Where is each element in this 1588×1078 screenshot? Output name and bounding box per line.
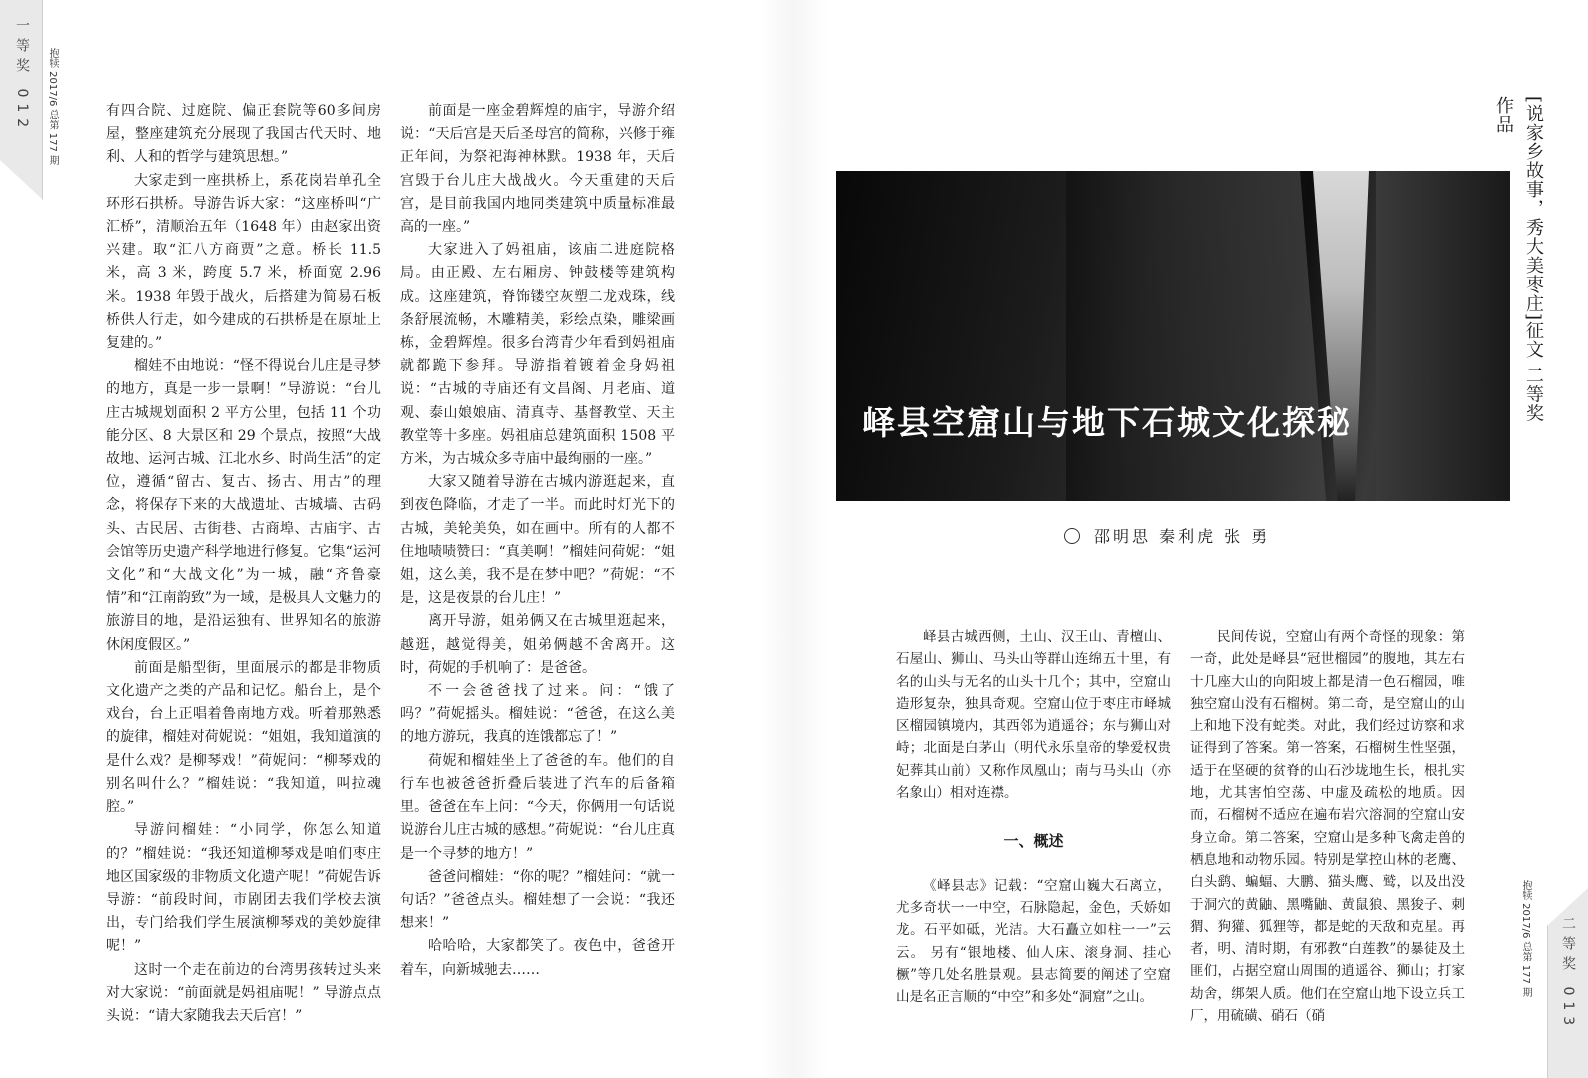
paragraph: 前面是一座金碧辉煌的庙宇，导游介绍说：“天后宫是天后圣母宫的简称，兴修于雍正年间，为祭祀海神林默。1938 年，天后宫毁于台儿庄大战战火。今天重建的天后宫，是目前我国内地同类建筑中质量标准最高的一座。” [400,103,675,236]
right-column-1 [896,626,1171,1008]
paragraph: 不一会爸爸找了过来。问：“饿了吗？”荷妮摇头。榴娃说：“爸爸，在这么美的地方游玩，我真的连饿都忘了！” [400,683,675,746]
article-title: 峄县空窟山与地下石城文化探秘 [862,403,1352,442]
paragraph: 峄县古城西侧，土山、汉王山、青檀山、石屋山、狮山、马头山等群山连绵五十里，有名的山头与无名的山头十几个；其中，空窟山造形复杂，独具奇观。空窟山位于枣庄市峄城区榴园镇境内，其西邻为逍遥谷；东与狮山对峙；北面是白茅山（明代永乐皇帝的挚爱权贵妃葬其山前）又称作凤凰山；南与马头山（亦名象山）相对连襟。 [896,629,1171,802]
issue-meta-right: 抱犊 2017/6 总第 177 期 [1520,880,1531,997]
hero-photo [836,171,1510,501]
right-column-2 [1190,626,1465,1027]
paragraph: 大家走到一座拱桥上，系花岗岩单孔全环形石拱桥。导游告诉大家：“这座桥叫“广汇桥”，清顺治五年（1648 年）由赵家出资兴建。取“汇八方商贾”之意。桥长 11.5 米，高 3 米，跨度 5.7 米，桥面宽 2.96 米。1938 年毁于战火，后搭建为简易石板桥供人行走，如今建成的石拱桥是在原址上复建的。” [106,172,381,352]
paragraph: 哈哈哈，大家都笑了。夜色中，爸爸开着车，向新城驰去…… [400,938,675,978]
paragraph: 荷妮和榴娃坐上了爸爸的车。他们的自行车也被爸爸折叠后装进了汽车的后备箱里。爸爸在车上问：“今天，你俩用一句话说说游台儿庄古城的感想。”荷妮说：“台儿庄真是一个寻梦的地方！” [400,752,675,862]
paragraph: 榴娃不由地说：“怪不得说台儿庄是寻梦的地方，真是一步一景啊！”导游说：“台儿庄古城规划面积 2 平方公里，包括 11 个功能分区、8 大景区和 29 个景点，按照“大战故地、运河古城、江北水乡、时尚生活”的定位，遵循“留古、复古、扬古、用古”的理念，将保存下来的大战遗址、古城墙、古码头、古民居、古街巷、古商埠、古庙宇、古会馆等历史遗产科学地进行修复。它集“运河文化”和“大战文化”为一城，融“齐鲁豪情”和“江南韵致”为一域，是极具人文魅力的旅游目的地，是沿运独有、世界知名的旅游休闲度假区。” [106,358,381,653]
issue-meta-left: 抱犊 2017/6 总第 177 期 [47,48,58,165]
paragraph: 大家又随着导游在古城内游逛起来，直到夜色降临，才走了一半。而此时灯光下的古城，美轮美奂，如在画中。所有的人都不住地啧啧赞曰：“真美啊！”榴娃问荷妮：“姐姐，这么美，我不是在梦中吧？”荷妮：“不是，这是夜景的台儿庄！” [400,474,675,607]
circle-icon [1064,528,1080,544]
series-banner: [说家乡故事，秀大美枣庄]征文 二等奖作品 [1493,96,1544,423]
paragraph: 离开导游，姐弟俩又在古城里逛起来，越逛，越觉得美，姐弟俩越不舍离开。这时，荷妮的手机响了：是爸爸。 [400,613,675,676]
left-column-2 [400,100,675,982]
paragraph: 爸爸问榴娃：“你的呢？”榴娃问：“就一句话？”爸爸点头。榴娃想了一会说：“我还想来！” [400,868,675,932]
paragraph: 导游问榴娃：“小同学，你怎么知道的？”榴娃说：“我还知道柳琴戏是咱们枣庄地区国家级的非物质文化遗产呢！”荷妮告诉导游：“前段时间，市剧团去我们学校去演出，专门给我们学生展演柳琴戏的美妙旋律呢！” [106,822,381,955]
paragraph: 大家进入了妈祖庙，该庙二进庭院格局。由正殿、左右厢房、钟鼓楼等建筑构成。这座建筑，脊饰镂空灰塑二龙戏珠，线条舒展流畅，木雕精美，彩绘点染，雕梁画栋，金碧辉煌。很多台湾青少年看到妈祖庙就都跪下参拜。导游指着镀着金身妈祖说：“古城的寺庙还有文昌阁、月老庙、道观、泰山娘娘庙、清真寺、基督教堂、天主教堂等十多座。妈祖庙总建筑面积 1508 平方米，为古城众多寺庙中最绚丽的一座。” [400,242,675,468]
canyon-rock-right [1376,171,1510,501]
section-heading: 一、概述 [1003,832,1064,851]
canyon-rock-left [1066,171,1326,501]
side-tab-left-label: 一等奖 012 [14,18,30,134]
right-page [794,0,1588,1078]
paragraph: 民间传说，空窟山有两个奇怪的现象：第一奇，此处是峄县“冠世榴园”的腹地，其左右十几座大山的向阳坡上都是清一色石榴园，唯独空窟山没有石榴树。第二奇，是空窟山的山上和地下没有蛇类。对此，我们经过访察和求证得到了答案。第一答案，石榴树生性坚强，适于在坚硬的贫脊的山石沙垅地生长，根扎实地，尤其害怕空荡、中虚及疏松的地质。因而，石榴树不适应在遍布岩穴溶洞的空窟山安身立命。第二答案，空窟山是多种飞禽走兽的栖息地和动物乐园。特别是掌控山林的老鹰、白头鹞、蝙蝠、大鹏、猫头鹰、鹫，以及出没于洞穴的黄鼬、黑嘴鼬、黄鼠狼、黑狻子、刺猬、狗獾、狐狸等，都是蛇的天敌和克星。再者，明、清时期，有邪教“白莲教”的暴徒及土匪们，占据空窟山周围的逍遥谷、狮山；打家劫舍，绑架人质。他们在空窟山地下设立兵工厂，用硫磺、硝石（硝 [1190,629,1465,1025]
paragraph: 前面是船型街，里面展示的都是非物质文化遗产之类的产品和记忆。船台上，是个戏台，台上正唱着鲁南地方戏。听着那熟悉的旋律，榴娃对荷妮说：“姐姐，我知道演的是什么戏？是柳琴戏！”荷妮问：“柳琴戏的别名叫什么？”榴娃说：“我知道，叫拉魂腔。” [106,659,381,816]
paragraph: 《峄县志》记载：“空窟山巍大石离立，尤多奇状一一中空，石脉隐起，金色，夭娇如龙。石平如砥，光洁。大石矗立如柱一一”云云。 另有“银地楼、仙人床、滚身洞、挂心橛”等几处名胜景观。县志简要的阐述了空窟山是名正言顺的“中空”和多处“洞窟”之山。 [896,877,1171,1006]
side-tab-right-label: 二等奖 013 [1560,916,1576,1032]
paragraph: 这时一个走在前边的台湾男孩转过头来对大家说：“前面就是妈祖庙呢！” 导游点点头说：“请大家随我去天后宫！” [106,961,381,1024]
authors: 邵明思 秦利虎 张 勇 [1094,527,1271,546]
left-column-1 [106,100,381,1028]
byline [1064,524,1270,547]
paragraph: 有四合院、过庭院、偏正套院等60多间房屋，整座建筑充分展现了我国古代天时、地利、人和的哲学与建筑思想。” [106,103,381,166]
